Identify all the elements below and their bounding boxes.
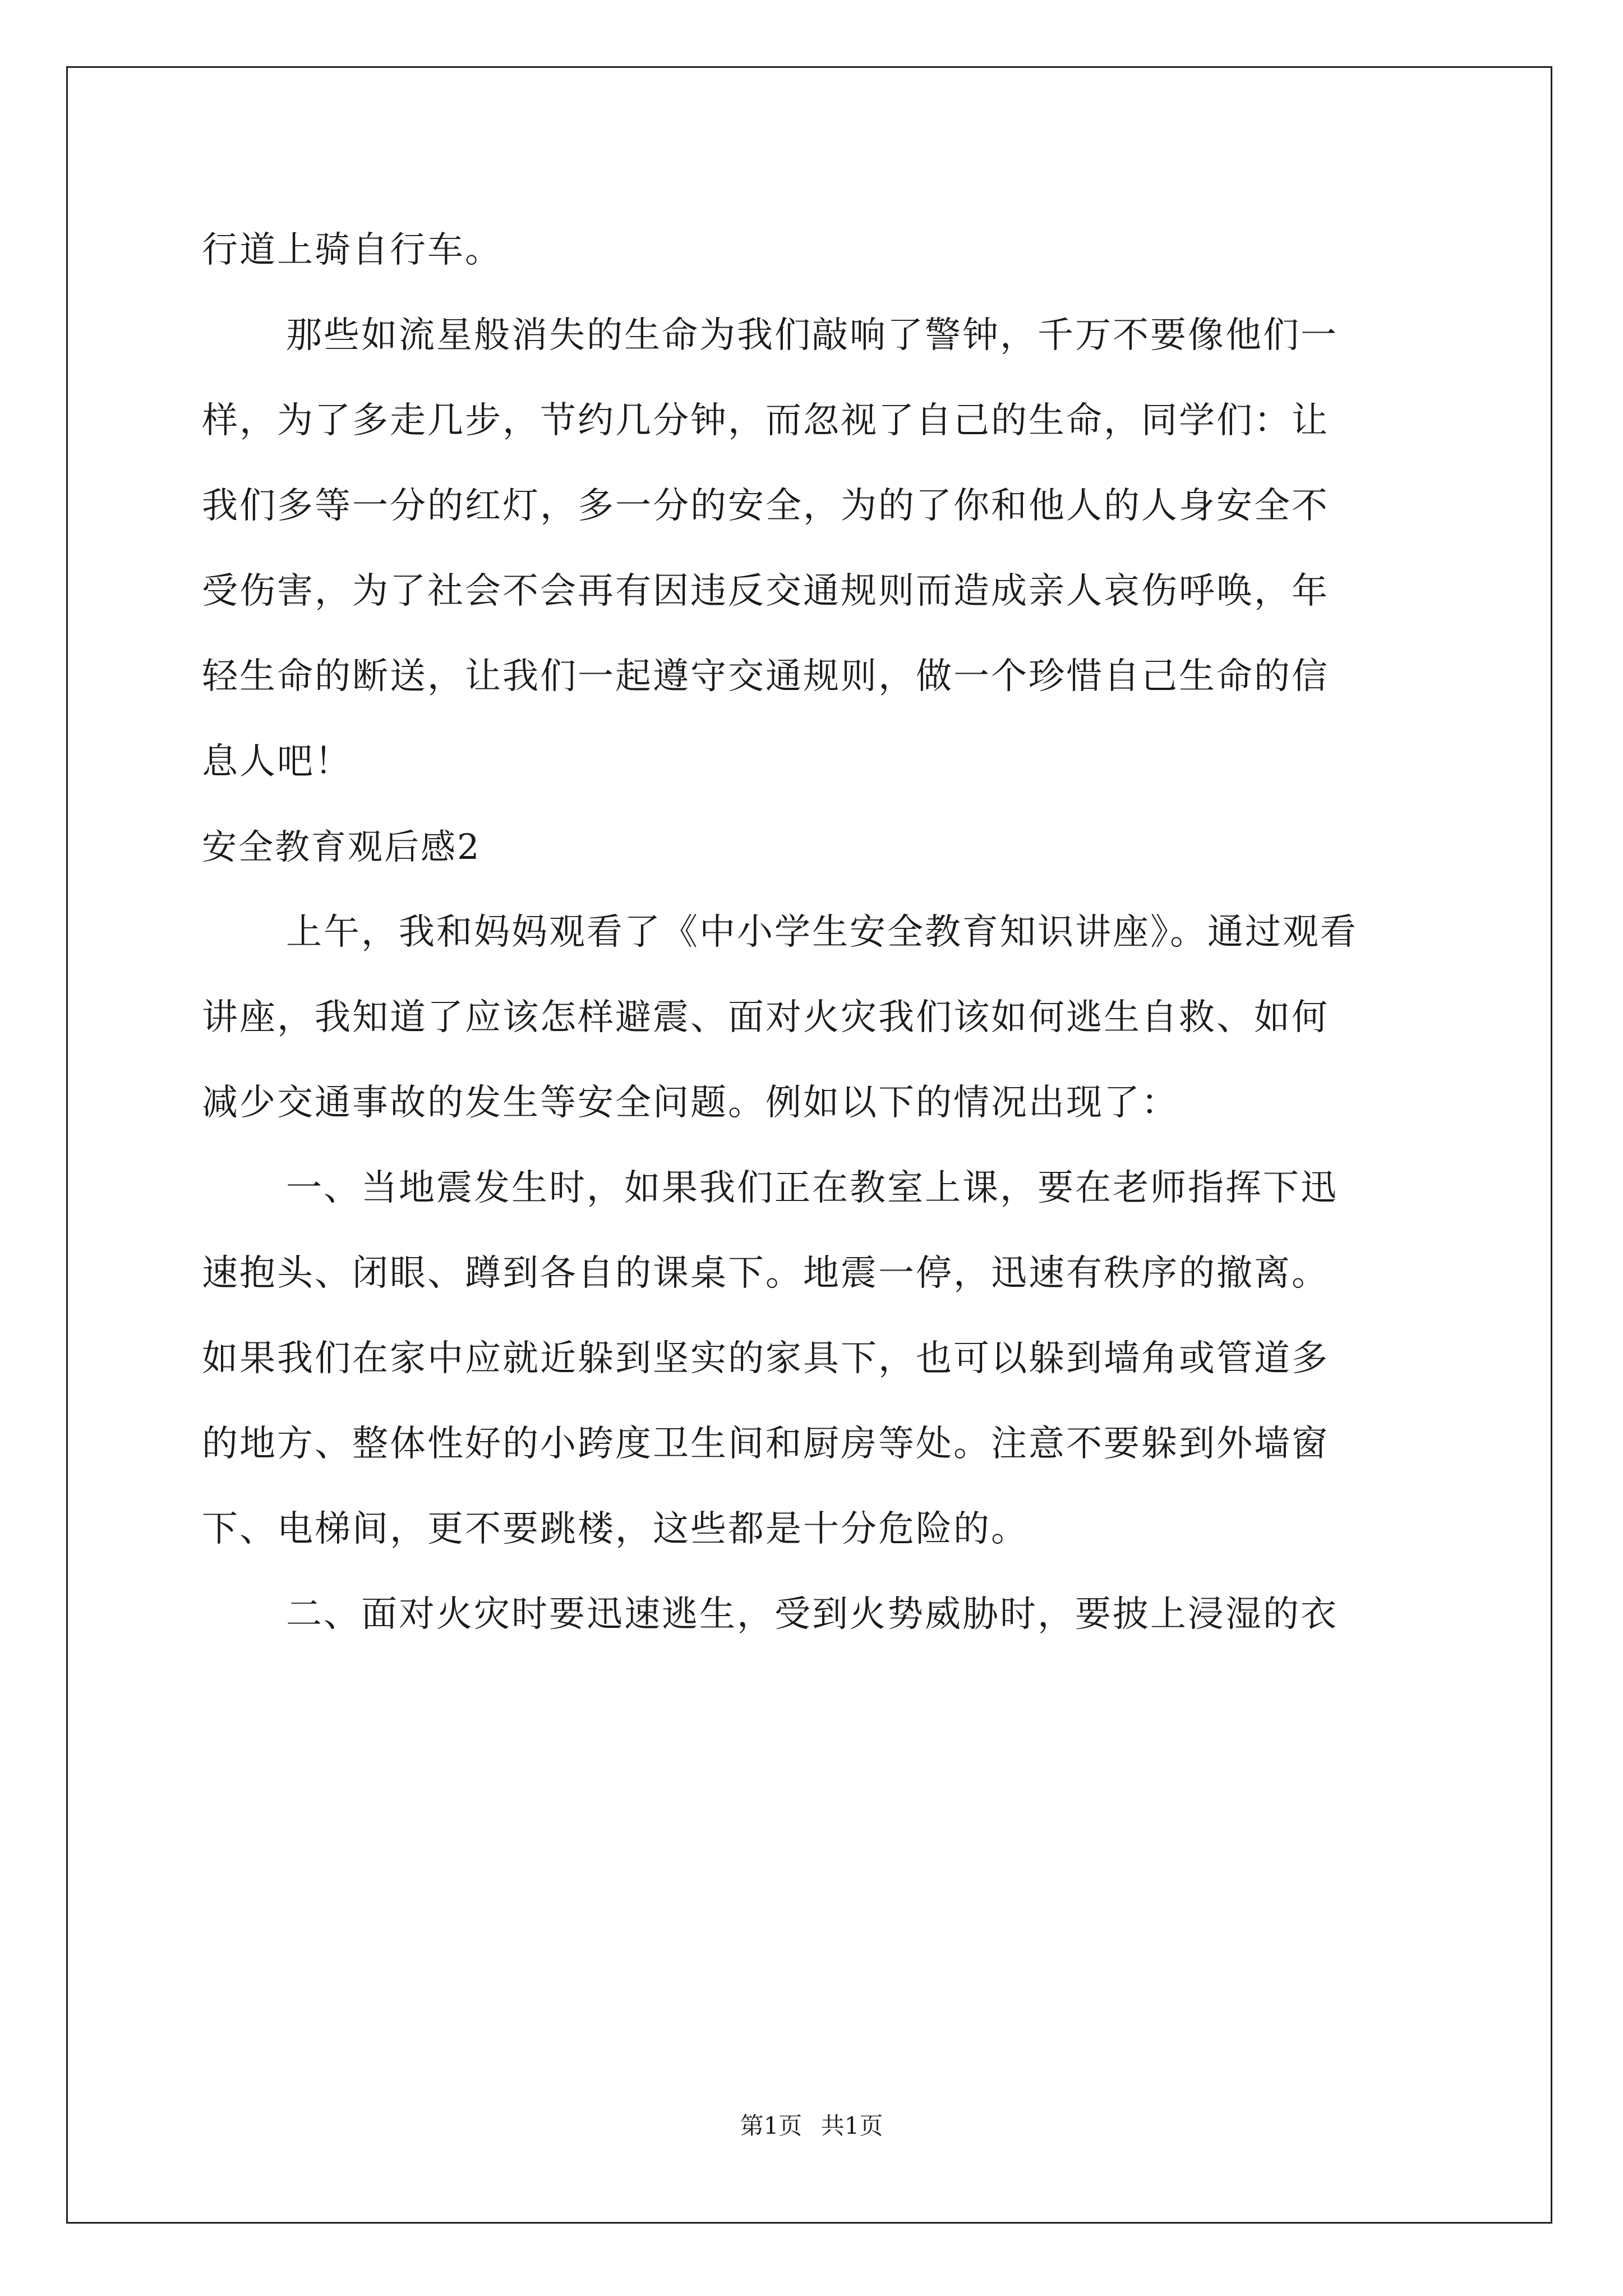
text-line: 息人吧！ [202,741,352,783]
text-line: 讲座，我知道了应该怎样避震、面对火灾我们该如何逃生自救、如何 [202,997,1329,1038]
text-line: 样，为了多走几步，节约几分钟，而忽视了自己的生命，同学们：让 [202,400,1329,441]
text-line: 受伤害，为了社会不会再有因违反交通规则而造成亲人哀伤呼唤，年 [202,570,1329,612]
text-line: 下、电梯间，更不要跳楼，这些都是十分危险的。 [202,1508,1029,1550]
text-line: 一、当地震发生时，如果我们正在教室上课，要在老师指挥下迅 [286,1167,1338,1209]
text-line: 那些如流星般消失的生命为我们敲响了警钟，千万不要像他们一 [286,315,1338,356]
text-line: 上午，我和妈妈观看了《中小学生安全教育知识讲座》。通过观看 [286,912,1358,953]
text-line: 轻生命的断送，让我们一起遵守交通规则，做一个珍惜自己生命的信 [202,656,1329,697]
text-line: 的地方、整体性好的小跨度卫生间和厨房等处。注意不要躲到外墙窗 [202,1423,1329,1465]
text-line: 速抱头、闭眼、蹲到各自的课桌下。地震一停，迅速有秩序的撤离。 [202,1253,1329,1294]
text-line: 我们多等一分的红灯，多一分的安全，为的了你和他人的人身安全不 [202,485,1329,527]
text-line: 行道上骑自行车。 [202,229,502,271]
text-line: 二、面对火灾时要迅速逃生，受到火势威胁时，要披上浸湿的衣 [286,1594,1338,1635]
page-number: 第1页 [740,2112,803,2139]
text-line: 如果我们在家中应就近躲到坚实的家具下，也可以躲到墙角或管道多 [202,1338,1329,1379]
page-total: 共1页 [820,2112,883,2139]
page-footer [0,2109,1623,2143]
text-line: 减少交通事故的发生等安全问题。例如以下的情况出现了： [202,1082,1179,1124]
document-body [202,208,1430,1657]
section-heading: 安全教育观后感2 [202,826,481,867]
